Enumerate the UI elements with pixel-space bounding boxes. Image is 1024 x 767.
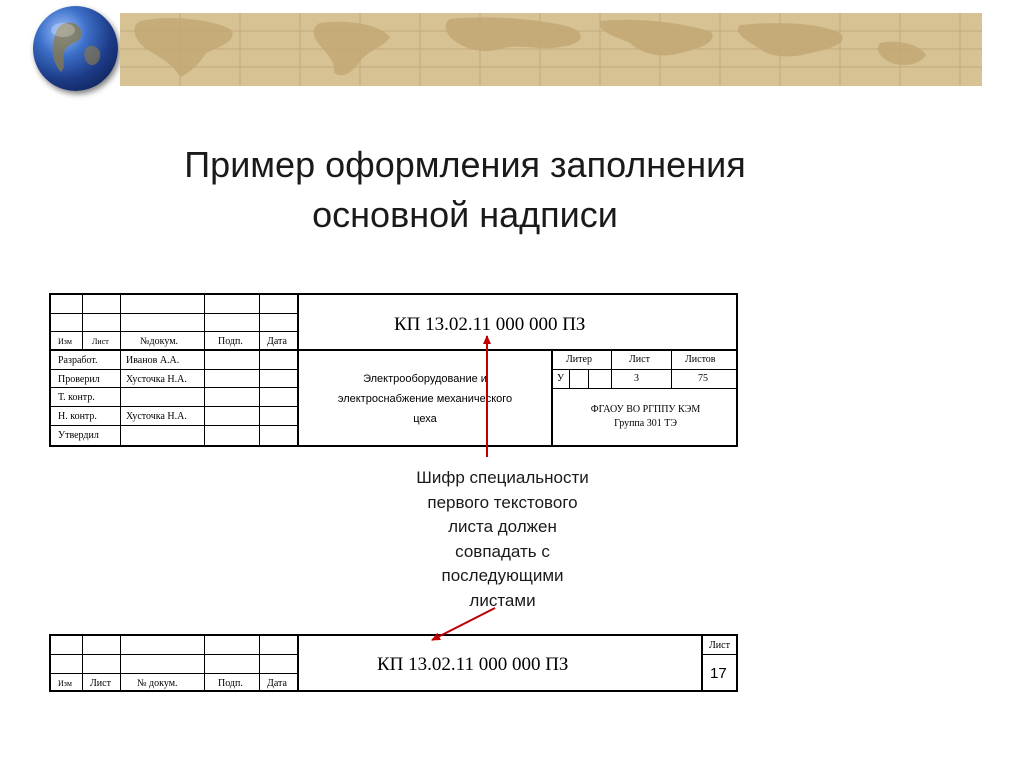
title-line-1: Пример оформления заполнения <box>184 144 746 185</box>
description-line-1: Электрооборудование и <box>363 373 487 385</box>
arrow-to-sheet-code <box>432 608 495 640</box>
role-checked: Проверил <box>58 374 100 385</box>
header-list: Лист <box>92 337 109 346</box>
header-sign-2: Подп. <box>218 678 243 689</box>
role-developer: Разработ. <box>58 355 98 366</box>
role-tech-control: Т. контр. <box>58 392 95 403</box>
role-norm-control: Н. контр. <box>58 411 97 422</box>
sheets-value: 75 <box>698 373 708 384</box>
note-line-4: совпадать с <box>455 541 550 561</box>
description-line-3: цеха <box>413 413 437 425</box>
note-line-2: первого текстового <box>427 492 578 512</box>
list-label: Лист <box>629 354 650 365</box>
description-line-2: электроснабжение механического <box>337 393 513 405</box>
role-approved: Утвердил <box>58 430 99 441</box>
header-izm-2: Изм <box>58 679 72 688</box>
list-value: 3 <box>634 373 639 384</box>
header-list-2: Лист <box>90 678 111 689</box>
header-doc-2: № докум. <box>137 678 178 689</box>
organization-line-2: Группа 301 ТЭ <box>614 418 677 429</box>
liter-label: Литер <box>566 354 592 365</box>
header-date: Дата <box>267 336 287 347</box>
name-developer: Иванов А.А. <box>126 355 180 366</box>
note-line-3: листа должен <box>448 517 557 536</box>
document-code-2: КП 13.02.11 000 000 ПЗ <box>377 654 569 675</box>
name-checked: Хусточка Н.А. <box>126 374 187 385</box>
note-line-5: последующими <box>441 566 564 585</box>
organization-line-1: ФГАОУ ВО РГППУ КЭМ <box>590 404 701 415</box>
note-line-6: листами <box>469 590 536 610</box>
header-date-2: Дата <box>267 678 287 689</box>
list-label-2: Лист <box>709 640 730 651</box>
liter-value: У <box>557 373 565 384</box>
sheets-label: Листов <box>685 354 716 365</box>
document-code: КП 13.02.11 000 000 ПЗ <box>394 314 586 335</box>
title-line-2: основной надписи <box>312 194 618 235</box>
note-line-1: Шифр специальности <box>416 468 589 487</box>
header-sign: Подп. <box>218 336 243 347</box>
list-value-2: 17 <box>710 665 727 682</box>
header-doc: №докум. <box>140 336 179 347</box>
header-izm: Изм <box>58 337 72 346</box>
name-norm-control: Хусточка Н.А. <box>126 411 187 422</box>
